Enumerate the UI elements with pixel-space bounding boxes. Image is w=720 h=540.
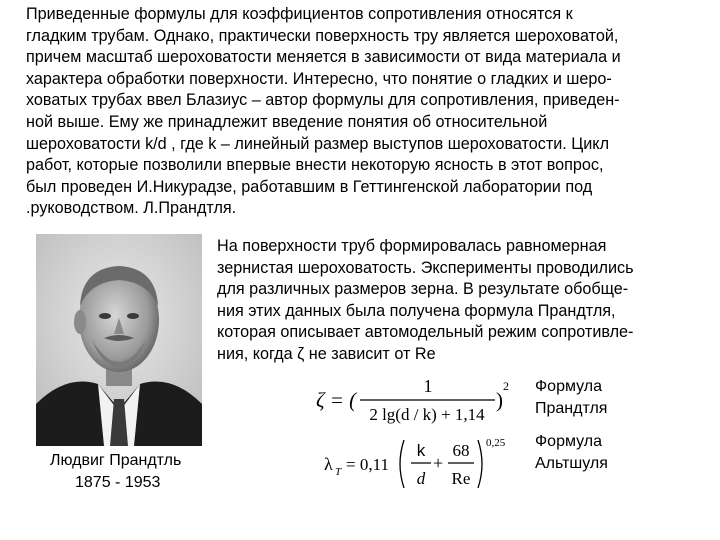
formula-lhs: ζ = ( xyxy=(316,388,357,412)
intro-line: ховатых трубах ввел Блазиус – автор формулы для сопротивления, приведен- xyxy=(26,91,620,110)
formula-close-paren: ) xyxy=(496,388,503,412)
altshul-formula-label xyxy=(535,431,655,474)
formula-label-line: Формула xyxy=(535,378,603,395)
intro-line: был проведен И.Никурадзе, работавшим в Геттингенской лаборатории под xyxy=(26,177,593,196)
formula-label-line: Прандтля xyxy=(535,399,608,417)
intro-line: ной выше. Ему же принадлежит введение понятия об относительной xyxy=(26,112,548,131)
left-paren xyxy=(400,440,404,488)
right-paren xyxy=(478,440,482,488)
intro-line: причем масштаб шероховатости меняется в зависимости от вида материала и xyxy=(26,48,621,67)
frac2-denominator: Re xyxy=(451,469,471,488)
formula-label-line: Формула xyxy=(535,433,603,450)
body-line: ния этих данных была получена формула Прандтля, xyxy=(217,301,616,320)
formula-lambda: λ xyxy=(324,454,333,474)
intro-line: шероховатости k/d , где k – линейный размер выступов шероховатости. Цикл xyxy=(26,134,610,153)
portrait-name: Людвиг Прандтль xyxy=(50,452,182,469)
portrait-image xyxy=(36,234,202,446)
intro-line: Приведенные формулы для коэффициентов сопротивления относятся к xyxy=(26,5,573,23)
portrait-years: 1875 - 1953 xyxy=(75,473,161,491)
intro-line: работ, которые позволили впервые внести некоторую ясность в этот вопрос, xyxy=(26,156,604,175)
formula-lambda-sub: T xyxy=(335,466,342,478)
formula-numerator: 1 xyxy=(423,376,433,396)
altshul-formula xyxy=(318,432,530,494)
frac1-denominator: d xyxy=(416,469,426,488)
portrait-caption xyxy=(50,450,220,493)
intro-line: .руководством. Л.Прандтля. xyxy=(26,199,237,218)
formula-power: 2 xyxy=(503,379,509,393)
formula-denominator: 2 lg(d / k) + 1,14 xyxy=(369,405,485,424)
formula-plus: + xyxy=(433,453,444,473)
intro-line: гладким трубам. Однако, практически поверхность тру является шероховатой, xyxy=(26,26,619,45)
prandtl-formula-label xyxy=(535,376,655,419)
prandtl-formula xyxy=(310,372,510,430)
intro-line: характера обработки поверхности. Интересно, что понятие о гладких и шеро- xyxy=(26,69,612,88)
body-line: зернистая шероховатость. Эксперименты проводились xyxy=(217,258,634,277)
frac2-numerator: 68 xyxy=(452,441,470,460)
formula-exponent: 0,25 xyxy=(486,437,506,449)
frac1-numerator: k xyxy=(416,441,426,460)
formula-coefficient: = 0,11 xyxy=(346,455,389,474)
body-line: для различных размеров зерна. В результате обобще- xyxy=(217,280,629,299)
prandtl-portrait xyxy=(36,234,202,446)
body-line: ния, когда ζ не зависит от Re xyxy=(217,344,436,363)
formula-label-line: Альтшуля xyxy=(535,454,608,472)
body-line: которая описывает автомодельный режим сопротивле- xyxy=(217,323,634,342)
body-line: На поверхности труб формировалась равномерная xyxy=(217,237,607,255)
body-paragraph xyxy=(217,236,697,366)
intro-paragraph xyxy=(26,4,706,220)
